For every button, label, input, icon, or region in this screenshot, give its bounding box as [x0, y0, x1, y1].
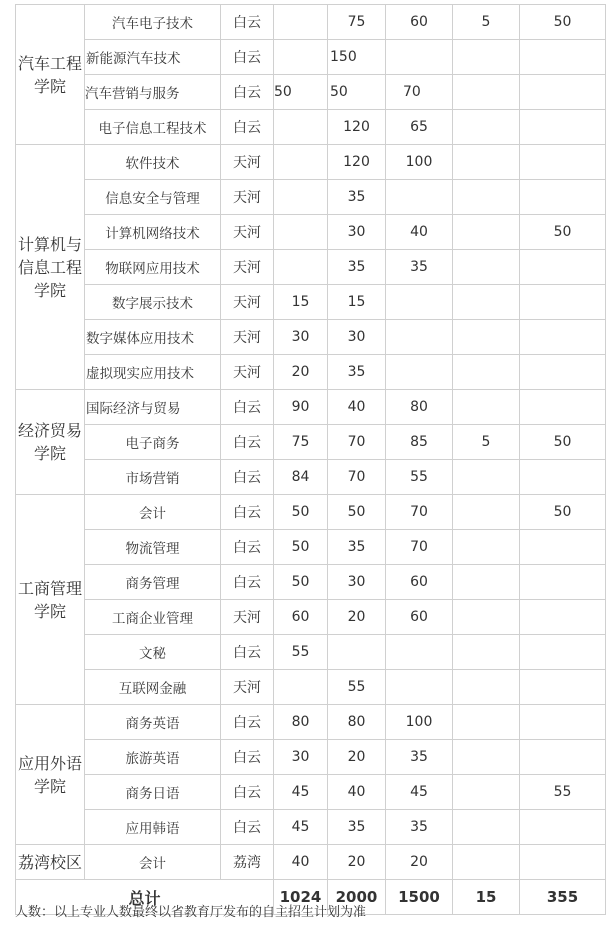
campus-cell: 天河 — [221, 355, 274, 390]
count-cell-5 — [520, 635, 606, 670]
count-cell-3: 60 — [386, 600, 453, 635]
table-row — [16, 5, 606, 40]
count-cell-5: 50 — [520, 425, 606, 460]
count-cell-2: 15 — [328, 285, 386, 320]
table-row — [16, 740, 606, 775]
count-cell-4 — [453, 635, 520, 670]
count-cell-1: 60 — [274, 600, 328, 635]
campus-cell: 白云 — [221, 75, 274, 110]
count-cell-4 — [453, 355, 520, 390]
count-cell-2: 75 — [328, 5, 386, 40]
count-cell-3: 35 — [386, 740, 453, 775]
campus-cell: 天河 — [221, 215, 274, 250]
count-cell-5 — [520, 845, 606, 880]
count-cell-5 — [520, 460, 606, 495]
major-cell: 文秘 — [85, 635, 221, 670]
campus-cell: 白云 — [221, 705, 274, 740]
count-cell-4 — [453, 215, 520, 250]
count-cell-2: 30 — [328, 565, 386, 600]
count-cell-1: 20 — [274, 355, 328, 390]
count-cell-3 — [386, 320, 453, 355]
count-cell-5 — [520, 285, 606, 320]
count-cell-5: 55 — [520, 775, 606, 810]
major-cell: 电子商务 — [85, 425, 221, 460]
total-c2: 2000 — [328, 880, 386, 915]
total-c1: 1024 — [274, 880, 328, 915]
college-cell: 应用外语学院 — [16, 705, 85, 845]
count-cell-4 — [453, 75, 520, 110]
count-cell-3: 70 — [386, 75, 453, 110]
count-cell-4 — [453, 110, 520, 145]
count-cell-2: 40 — [328, 775, 386, 810]
count-cell-4 — [453, 565, 520, 600]
count-cell-5 — [520, 40, 606, 75]
count-cell-5 — [520, 600, 606, 635]
major-cell: 商务日语 — [85, 775, 221, 810]
count-cell-3 — [386, 180, 453, 215]
count-cell-3: 45 — [386, 775, 453, 810]
college-cell: 汽车工程学院 — [16, 5, 85, 145]
count-cell-4 — [453, 250, 520, 285]
table-row — [16, 845, 606, 880]
count-cell-4: 5 — [453, 425, 520, 460]
count-cell-1: 30 — [274, 740, 328, 775]
count-cell-5 — [520, 670, 606, 705]
major-cell: 新能源汽车技术 — [85, 40, 221, 75]
table-row — [16, 40, 606, 75]
count-cell-5: 50 — [520, 5, 606, 40]
count-cell-3: 60 — [386, 5, 453, 40]
campus-cell: 白云 — [221, 740, 274, 775]
college-cell: 经济贸易学院 — [16, 390, 85, 495]
major-cell: 物联网应用技术 — [85, 250, 221, 285]
campus-cell: 白云 — [221, 565, 274, 600]
count-cell-1 — [274, 250, 328, 285]
campus-cell: 天河 — [221, 600, 274, 635]
count-cell-5 — [520, 75, 606, 110]
count-cell-4 — [453, 845, 520, 880]
campus-cell: 天河 — [221, 670, 274, 705]
count-cell-1 — [274, 145, 328, 180]
count-cell-2: 50 — [328, 495, 386, 530]
count-cell-1: 55 — [274, 635, 328, 670]
count-cell-1: 50 — [274, 530, 328, 565]
count-cell-2: 80 — [328, 705, 386, 740]
count-cell-5: 50 — [520, 215, 606, 250]
campus-cell: 天河 — [221, 180, 274, 215]
table-row — [16, 425, 606, 460]
table-row — [16, 215, 606, 250]
campus-cell: 白云 — [221, 5, 274, 40]
table-row — [16, 670, 606, 705]
count-cell-2: 150 — [328, 40, 386, 75]
count-cell-5 — [520, 530, 606, 565]
count-cell-1 — [274, 215, 328, 250]
campus-cell: 天河 — [221, 320, 274, 355]
table-row — [16, 565, 606, 600]
count-cell-2: 35 — [328, 355, 386, 390]
count-cell-4 — [453, 40, 520, 75]
count-cell-5: 50 — [520, 495, 606, 530]
table-row — [16, 145, 606, 180]
count-cell-2: 40 — [328, 390, 386, 425]
count-cell-3 — [386, 635, 453, 670]
count-cell-3: 85 — [386, 425, 453, 460]
table-row — [16, 110, 606, 145]
total-c4: 15 — [453, 880, 520, 915]
campus-cell: 白云 — [221, 110, 274, 145]
campus-cell: 白云 — [221, 635, 274, 670]
campus-cell: 白云 — [221, 460, 274, 495]
major-cell: 互联网金融 — [85, 670, 221, 705]
count-cell-5 — [520, 740, 606, 775]
major-cell: 旅游英语 — [85, 740, 221, 775]
table-row — [16, 355, 606, 390]
table-row — [16, 635, 606, 670]
count-cell-3 — [386, 40, 453, 75]
count-cell-3: 100 — [386, 145, 453, 180]
major-cell: 计算机网络技术 — [85, 215, 221, 250]
college-cell: 计算机与信息工程学院 — [16, 145, 85, 390]
count-cell-3: 20 — [386, 845, 453, 880]
count-cell-1: 50 — [274, 495, 328, 530]
table-row — [16, 810, 606, 845]
campus-cell: 白云 — [221, 775, 274, 810]
count-cell-1: 80 — [274, 705, 328, 740]
count-cell-5 — [520, 390, 606, 425]
table-row — [16, 320, 606, 355]
count-cell-1: 84 — [274, 460, 328, 495]
count-cell-3: 70 — [386, 495, 453, 530]
count-cell-3: 100 — [386, 705, 453, 740]
enrollment-table — [15, 4, 606, 915]
count-cell-4 — [453, 180, 520, 215]
count-cell-3: 80 — [386, 390, 453, 425]
count-cell-4 — [453, 530, 520, 565]
count-cell-1: 40 — [274, 845, 328, 880]
major-cell: 商务管理 — [85, 565, 221, 600]
campus-cell: 天河 — [221, 250, 274, 285]
major-cell: 数字媒体应用技术 — [85, 320, 221, 355]
count-cell-1 — [274, 180, 328, 215]
table-row — [16, 495, 606, 530]
count-cell-4 — [453, 810, 520, 845]
count-cell-2: 20 — [328, 600, 386, 635]
table-row — [16, 285, 606, 320]
major-cell: 汽车营销与服务 — [85, 75, 221, 110]
total-label: 总计 — [16, 880, 274, 915]
count-cell-2: 20 — [328, 845, 386, 880]
major-cell: 电子信息工程技术 — [85, 110, 221, 145]
major-cell: 会计 — [85, 495, 221, 530]
table-row — [16, 530, 606, 565]
count-cell-3: 60 — [386, 565, 453, 600]
count-cell-3: 70 — [386, 530, 453, 565]
major-cell: 汽车电子技术 — [85, 5, 221, 40]
count-cell-2: 20 — [328, 740, 386, 775]
campus-cell: 天河 — [221, 145, 274, 180]
count-cell-1 — [274, 40, 328, 75]
count-cell-1 — [274, 110, 328, 145]
major-cell: 商务英语 — [85, 705, 221, 740]
count-cell-2 — [328, 635, 386, 670]
count-cell-2: 55 — [328, 670, 386, 705]
table-row — [16, 180, 606, 215]
count-cell-2: 70 — [328, 460, 386, 495]
count-cell-3: 35 — [386, 250, 453, 285]
table-row — [16, 460, 606, 495]
count-cell-4 — [453, 145, 520, 180]
count-cell-4 — [453, 600, 520, 635]
campus-cell: 白云 — [221, 810, 274, 845]
major-cell: 国际经济与贸易 — [85, 390, 221, 425]
count-cell-1 — [274, 5, 328, 40]
campus-cell: 白云 — [221, 425, 274, 460]
count-cell-5 — [520, 145, 606, 180]
count-cell-2: 35 — [328, 810, 386, 845]
count-cell-4 — [453, 740, 520, 775]
table-row — [16, 705, 606, 740]
count-cell-4 — [453, 390, 520, 425]
college-cell: 荔湾校区 — [16, 845, 85, 880]
table-row — [16, 75, 606, 110]
campus-cell: 天河 — [221, 285, 274, 320]
college-cell: 工商管理学院 — [16, 495, 85, 705]
count-cell-1: 45 — [274, 810, 328, 845]
major-cell: 会计 — [85, 845, 221, 880]
count-cell-5 — [520, 355, 606, 390]
count-cell-4 — [453, 705, 520, 740]
footnote-text: 人数：以上专业人数最终以省教育厅发布的自主招生计划为准 — [15, 905, 367, 920]
count-cell-5 — [520, 565, 606, 600]
table-row — [16, 250, 606, 285]
count-cell-5 — [520, 180, 606, 215]
count-cell-3: 65 — [386, 110, 453, 145]
major-cell: 物流管理 — [85, 530, 221, 565]
count-cell-4 — [453, 460, 520, 495]
campus-cell: 白云 — [221, 40, 274, 75]
count-cell-4 — [453, 320, 520, 355]
major-cell: 市场营销 — [85, 460, 221, 495]
count-cell-2: 30 — [328, 320, 386, 355]
count-cell-2: 30 — [328, 215, 386, 250]
major-cell: 数字展示技术 — [85, 285, 221, 320]
total-c5: 355 — [520, 880, 606, 915]
count-cell-2: 35 — [328, 530, 386, 565]
count-cell-1: 90 — [274, 390, 328, 425]
table-row — [16, 600, 606, 635]
campus-cell: 白云 — [221, 530, 274, 565]
table-row — [16, 775, 606, 810]
count-cell-4 — [453, 670, 520, 705]
count-cell-5 — [520, 810, 606, 845]
count-cell-3: 55 — [386, 460, 453, 495]
campus-cell: 荔湾 — [221, 845, 274, 880]
count-cell-1: 30 — [274, 320, 328, 355]
count-cell-5 — [520, 320, 606, 355]
count-cell-5 — [520, 250, 606, 285]
major-cell: 软件技术 — [85, 145, 221, 180]
count-cell-2: 50 — [328, 75, 386, 110]
table-body — [16, 5, 606, 915]
count-cell-2: 35 — [328, 250, 386, 285]
count-cell-4: 5 — [453, 5, 520, 40]
count-cell-4 — [453, 495, 520, 530]
count-cell-1: 45 — [274, 775, 328, 810]
count-cell-1: 50 — [274, 565, 328, 600]
count-cell-1: 75 — [274, 425, 328, 460]
count-cell-1: 15 — [274, 285, 328, 320]
count-cell-3: 40 — [386, 215, 453, 250]
count-cell-2: 35 — [328, 180, 386, 215]
count-cell-4 — [453, 285, 520, 320]
total-c3: 1500 — [386, 880, 453, 915]
count-cell-3 — [386, 670, 453, 705]
count-cell-1: 50 — [274, 75, 328, 110]
count-cell-3: 35 — [386, 810, 453, 845]
count-cell-5 — [520, 110, 606, 145]
footnote — [15, 905, 605, 921]
major-cell: 工商企业管理 — [85, 600, 221, 635]
count-cell-5 — [520, 705, 606, 740]
major-cell: 应用韩语 — [85, 810, 221, 845]
campus-cell: 白云 — [221, 390, 274, 425]
major-cell: 虚拟现实应用技术 — [85, 355, 221, 390]
count-cell-3 — [386, 355, 453, 390]
count-cell-3 — [386, 285, 453, 320]
campus-cell: 白云 — [221, 495, 274, 530]
count-cell-4 — [453, 775, 520, 810]
count-cell-2: 70 — [328, 425, 386, 460]
major-cell: 信息安全与管理 — [85, 180, 221, 215]
table-row — [16, 390, 606, 425]
count-cell-2: 120 — [328, 110, 386, 145]
count-cell-1 — [274, 670, 328, 705]
count-cell-2: 120 — [328, 145, 386, 180]
